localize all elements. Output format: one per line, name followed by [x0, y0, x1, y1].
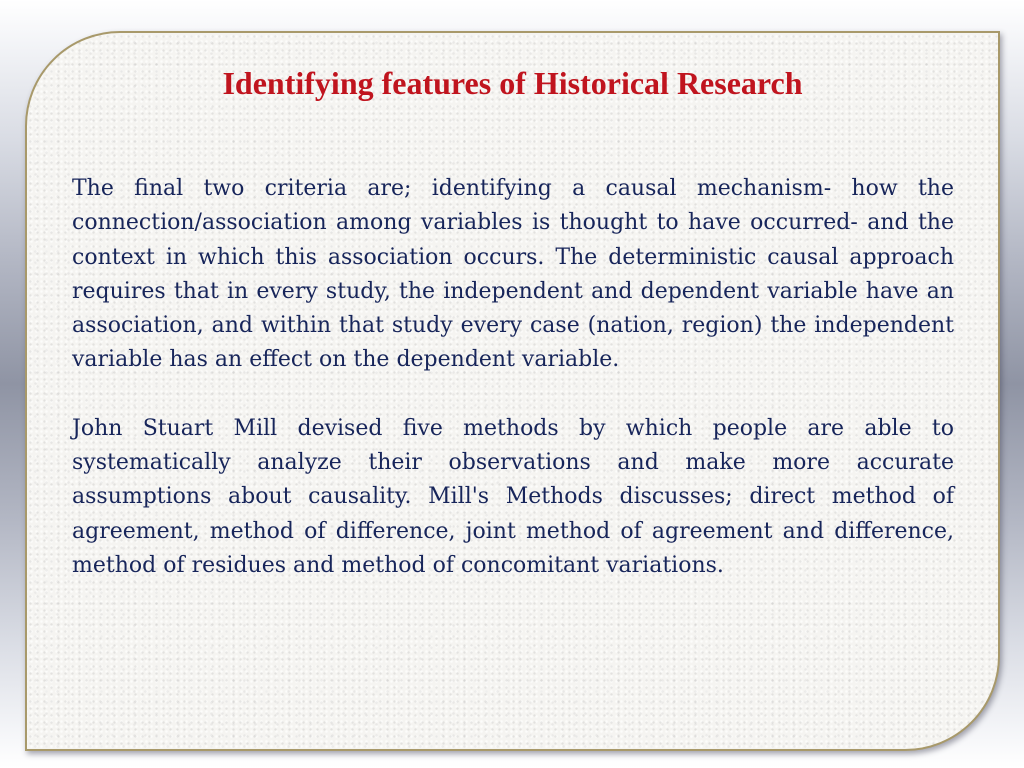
slide-title: Identifying features of Historical Research [222, 65, 803, 101]
slide-body [72, 172, 954, 617]
slide-frame [25, 31, 1000, 751]
body-paragraph-mills-methods: John Stuart Mill devised five methods by which people are able to systematically analyze their observations and make more accurate assumptions about causality. Mill's Methods discusses; direct method of agreement, method of difference, joint method of agreement and difference, method of residues and method of concomitant variations. [72, 415, 954, 578]
body-paragraph-causal-mechanism: The final two criteria are; identifying a causal mechanism- how the connection/association among variables is thought to have occurred- and the context in which this association occurs. The deterministic causal approach requires that in every study, the independent and dependent variable have an association, and within that study every case (nation, region) the independent variable has an effect on the dependent variable. [72, 176, 954, 373]
